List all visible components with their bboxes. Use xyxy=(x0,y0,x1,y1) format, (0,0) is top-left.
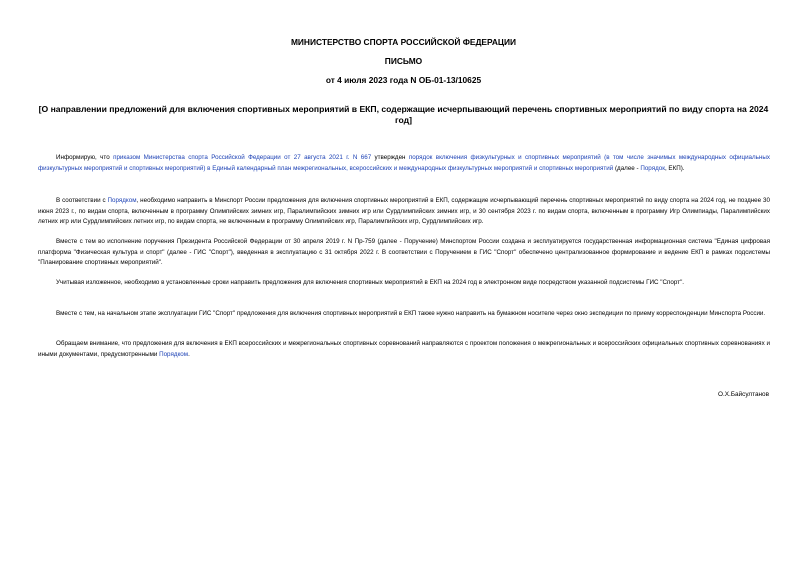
document-type: ПИСЬМО xyxy=(384,56,423,66)
paragraph-3: Вместе с тем во исполнение поручения Президента Российской Федерации от 30 апреля 2019 г. N Пр-759 (далее - Поручение) Минспортом России создана и эксплуатируется государственная информационная система "Единая цифровая платформа "Физическая культура и спорт" (далее - ГИС "Спорт"), введенная в эксплуатацию с 31 октября 2022 г. В соответствии с Поручением в ГИС "Спорт" обеспечено централизованное формирование и ведение ЕКП в рамках подсистемы "Планирование спортивных мероприятий". xyxy=(38,238,770,267)
procedure-short-link[interactable]: Порядок xyxy=(640,164,665,172)
document-date-number: от 4 июля 2023 года N ОБ-01-13/10625 xyxy=(325,75,482,85)
procedure-link[interactable]: порядок включения физкультурных и спортивных мероприятий (в том числе значимых международных официальных физкультурных мероприятий и спортивных мероприятий) в Единый календарный план межрегиональных, всероссийских и международных физкультурных мероприятий и спортивных мероприятий xyxy=(38,154,771,172)
paragraph-1-text-a: Информирую, что xyxy=(56,154,114,161)
paragraph-6-text-b: . xyxy=(188,350,190,358)
paragraph-1-text-b: утвержден xyxy=(371,154,409,161)
paragraph-2 xyxy=(38,196,770,228)
document-title: [О направлении предложений для включения спортивных мероприятий в ЕКП, содержащие исчерпывающий перечень спортивных мероприятий по виду спорта на 2024 год] xyxy=(38,104,769,125)
order-667-link[interactable]: приказом Министерства спорта Российской Федерации от 27 августа 2021 г. N 667 xyxy=(113,154,372,161)
paragraph-6-text-a: Обращаем внимание, что предложения для включения в ЕКП всероссийских и межрегиональных спортивных соревнований направляются с проектом положения о межрегиональных и всероссийских официальных спортивных соревнованиях и иными документами, предусмотренными xyxy=(38,340,770,358)
paragraph-2-text-b: , необходимо направить в Минспорт России предложения для включения спортивных мероприятий в ЕКП, содержащие исчерпывающий перечень спортивных мероприятий по виду спорта на 2024 год, не позднее 30 июня 2023 г., по видам спорта, включенным в программу Олимпийских зимних игр, Паралимпийских зимних игр или Сурдлимпийских зимних игр, и 30 сентября 2023 г. по видам спорта, включенным в программу Игр Олимпиады, Паралимпийских летних игр или Сурдлимпийских летних игр, по видам спорта, не включенным в программу Олимпийских игр, Паралимпийских игр, Сурдлимпийских игр. xyxy=(38,197,770,226)
paragraph-1-text-c: (далее - xyxy=(613,164,641,172)
paragraph-1 xyxy=(38,153,770,174)
paragraph-1-text-d: , ЕКП). xyxy=(664,164,685,172)
paragraph-5: Вместе с тем, на начальном этапе эксплуатации ГИС "Спорт" предложения для включения спортивных мероприятий в ЕКП также нужно направить на бумажном носителе через окно экспедиции по приему корреспонденции Минспорта России. xyxy=(56,310,766,317)
procedure-link-2[interactable]: Порядком xyxy=(107,197,137,204)
procedure-link-3[interactable]: Порядком xyxy=(159,350,189,358)
signature: О.Х.Байсултанов xyxy=(718,391,769,398)
ministry-name: МИНИСТЕРСТВО СПОРТА РОССИЙСКОЙ ФЕДЕРАЦИИ xyxy=(290,37,517,47)
paragraph-2-text-a: В соответствии с xyxy=(56,197,108,204)
paragraph-6 xyxy=(38,339,770,360)
paragraph-4: Учитывая изложенное, необходимо в установленные сроки направить предложения для включения спортивных мероприятий в ЕКП на 2024 год в электронном виде посредством указанной подсистемы ГИС "Спорт". xyxy=(56,279,685,286)
